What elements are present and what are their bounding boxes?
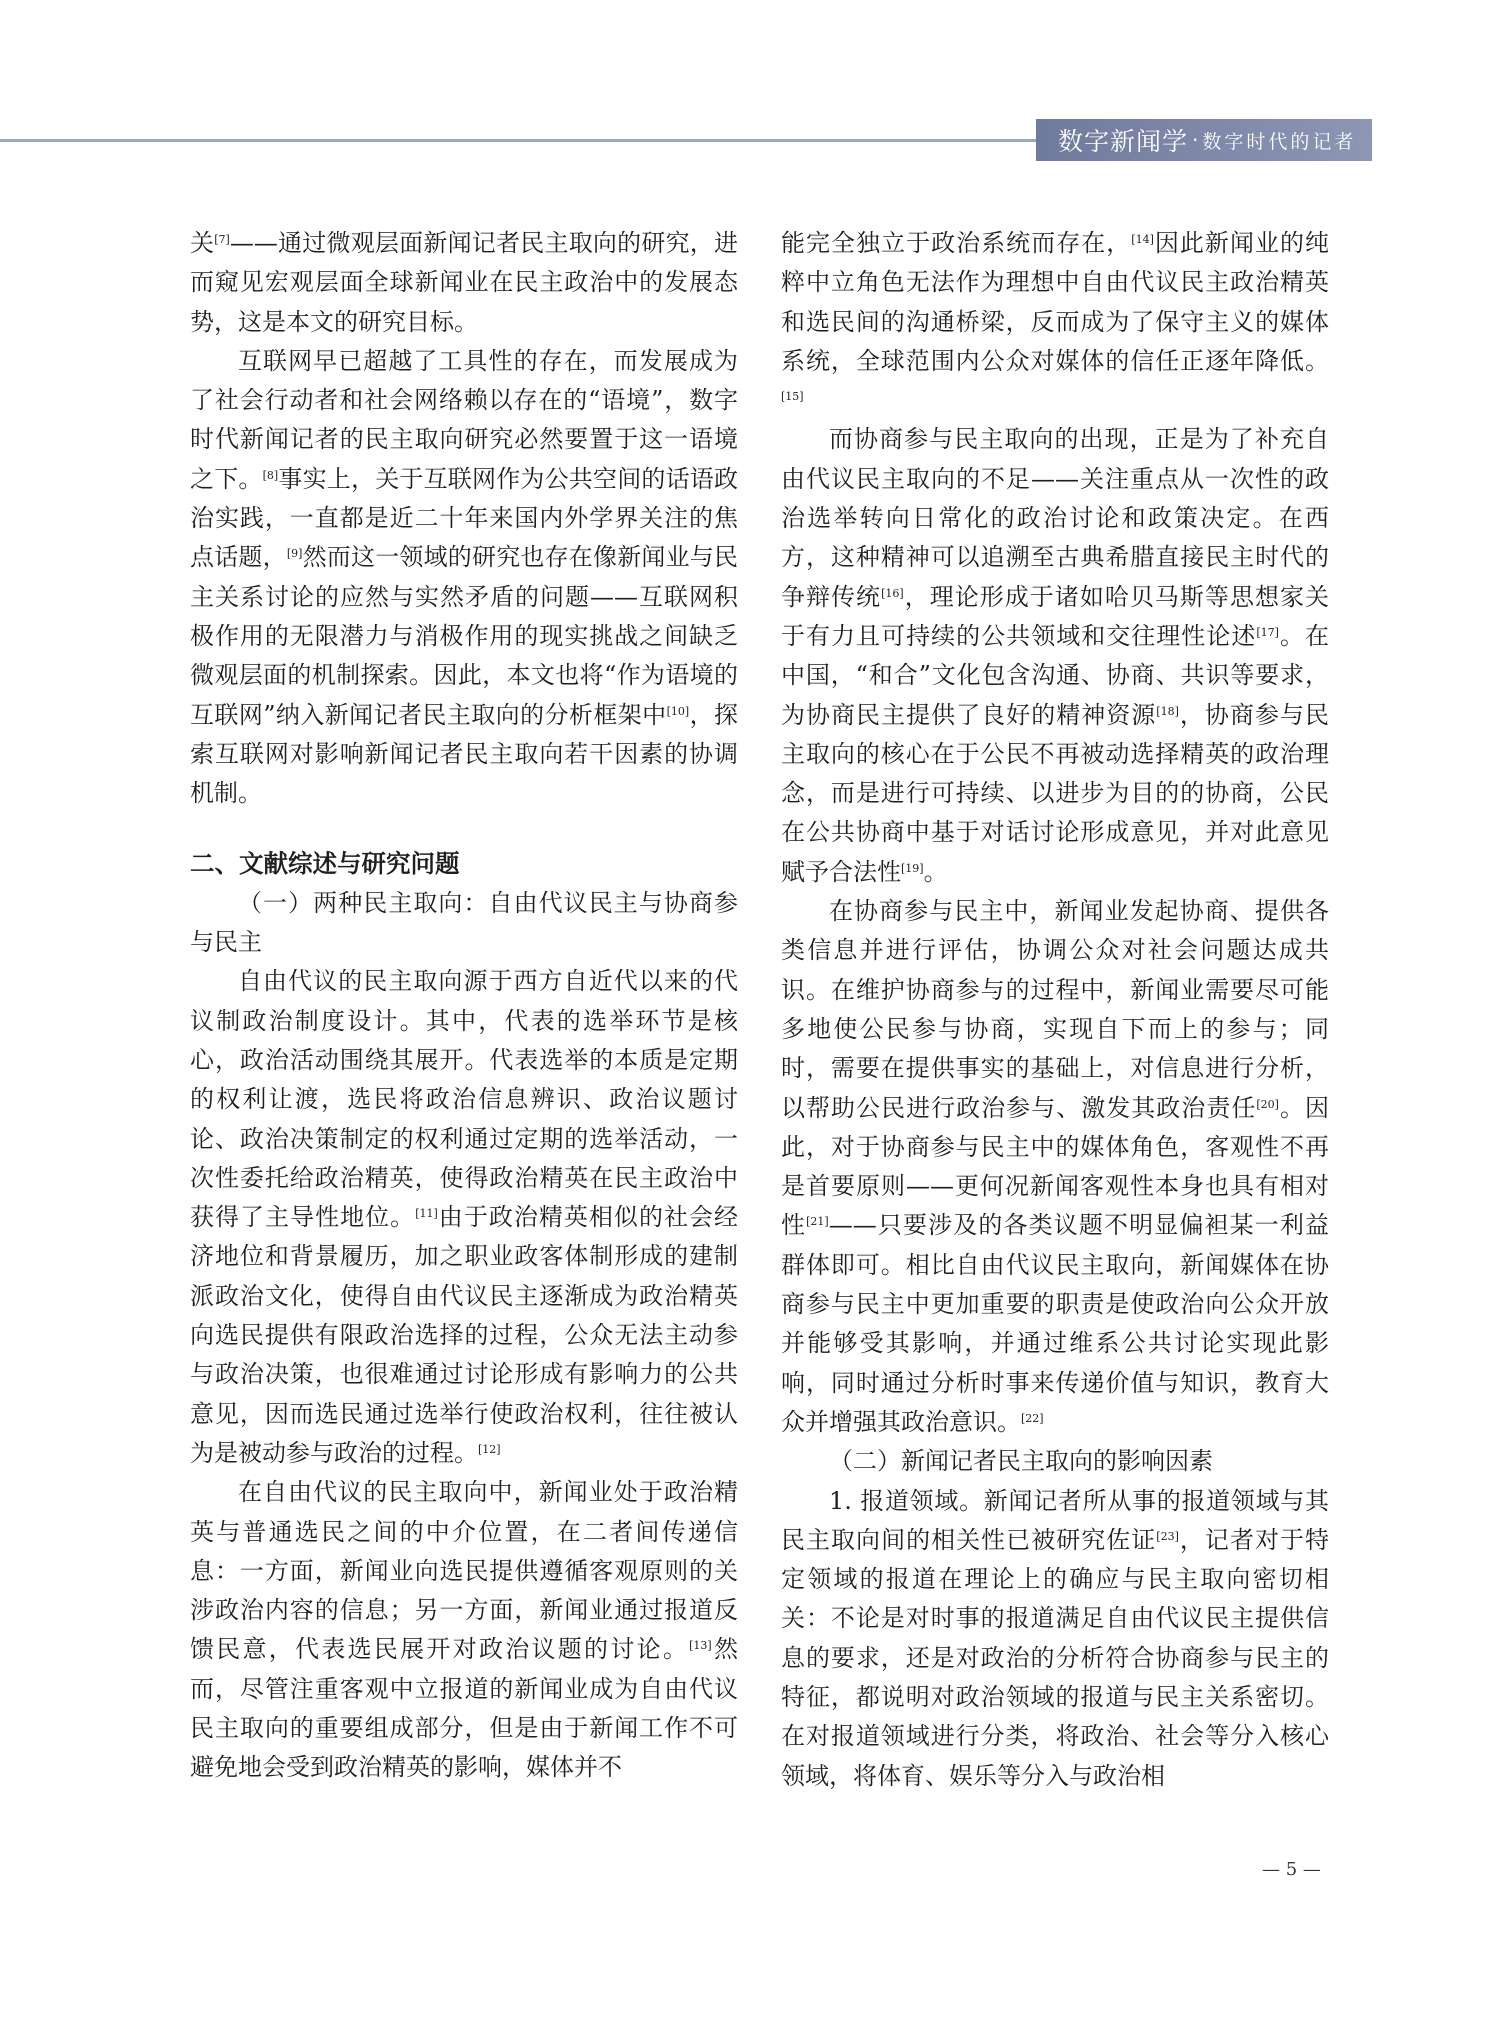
paragraph: 在自由代议的民主取向中，新闻业处于政治精英与普通选民之间的中介位置，在二者间传递信息：一方面，新闻业向选民提供遵循客观原则的关涉政治内容的信息；另一方面，新闻业通过报道反馈民意，代表选民展开对政治议题的讨论。[13]然而，尽管注重客观中立报道的新闻业成为自由代议民主取向的重要组成部分，但是由于新闻工作不可避免地会受到政治精英的影响，媒体并不: [190, 1478, 739, 1782]
citation: [13]: [689, 1639, 712, 1653]
subheading: （二）新闻记者民主取向的影响因素: [829, 1447, 1213, 1476]
citation: [16]: [881, 586, 904, 600]
citation: [9]: [286, 547, 303, 561]
header-separator: ·: [1192, 128, 1199, 152]
paragraph: 互联网早已超越了工具性的存在，而发展成为了社会行动者和社会网络赖以存在的“语境”，数字时代新闻记者的民主取向研究必然要置于这一语境之下。[8]事实上，关于互联网作为公共空间的话语政治实践，一直都是近二十年来国内外学界关注的焦点话题，[9]然而这一领域的研究也存在像新闻业与民主关系讨论的应然与实然矛盾的问题——互联网积极作用的无限潜力与消极作用的现实挑战之间缺乏微观层面的机制探索。因此，本文也将“作为语境的互联网”纳入新闻记者民主取向的分析框架中[10]，探索互联网对影响新闻记者民主取向若干因素的协调机制。: [190, 346, 739, 808]
right-column: [781, 224, 1329, 1796]
citation: [11]: [415, 1207, 438, 1221]
citation: [23]: [1156, 1529, 1179, 1543]
paragraph: 能完全独立于政治系统而存在，[14]因此新闻业的纯粹中立角色无法作为理想中自由代议民主政治精英和选民间的沟通桥梁，反而成为了保守主义的媒体系统，全球范围内公众对媒体的信任正逐年降低。[15]: [781, 229, 1330, 404]
citation: [10]: [666, 704, 690, 718]
citation: [19]: [901, 861, 924, 875]
citation: [22]: [1021, 1411, 1044, 1425]
citation: [20]: [1256, 1097, 1279, 1111]
page-number: — 5 —: [1262, 1859, 1321, 1880]
section-heading: 二、文献综述与研究问题: [190, 849, 460, 879]
paragraph: 在协商参与民主中，新闻业发起协商、提供各类信息并进行评估，协调公众对社会问题达成共识。在维护协商参与的过程中，新闻业需要尽可能多地使公民参与协商，实现自下而上的参与；同时，需要在提供事实的基础上，对信息进行分析，以帮助公民进行政治参与、激发其政治责任[20]。因此，对于协商参与民主中的媒体角色，客观性不再是首要原则——更何况新闻客观性本身也具有相对性[21]——只要涉及的各类议题不明显偏袒某一利益群体即可。相比自由代议民主取向，新闻媒体在协商参与民主中更加重要的职责是使政治向公众开放并能够受其影响，并通过维系公共讨论实现此影响，同时通过分析时事来传递价值与知识，教育大众并增强其政治意识。[22]: [781, 897, 1330, 1436]
citation: [17]: [1256, 625, 1279, 639]
header-rule: [0, 139, 1036, 142]
journal-title: 数字新闻学: [1058, 127, 1189, 156]
paragraph: 自由代议的民主取向源于西方自近代以来的代议制政治制度设计。其中，代表的选举环节是核心，政治活动围绕其展开。代表选举的本质是定期的权利让渡，选民将政治信息辨识、政治议题讨论、政治决策制定的权利通过定期的选举活动，一次性委托给政治精英，使得政治精英在民主政治中获得了主导性地位。[11]由于政治精英相似的社会经济地位和背景履历，加之职业政客体制形成的建制派政治文化，使得自由代议民主逐渐成为政治精英向选民提供有限政治选择的过程，公众无法主动参与政治决策，也很难通过讨论形成有影响力的公共意见，因而选民通过选举行使政治权利，往往被认为是被动参与政治的过程。[12]: [190, 967, 739, 1467]
citation: [14]: [1131, 233, 1154, 246]
citation: [7]: [214, 233, 230, 246]
section-title: 数字时代的记者: [1202, 130, 1357, 153]
subheading: （一）两种民主取向：自由代议民主与协商参与民主: [190, 888, 738, 957]
running-header: [1036, 119, 1372, 161]
paragraph: 而协商参与民主取向的出现，正是为了补充自由代议民主取向的不足——关注重点从一次性的政治选举转向日常化的政治讨论和政策决定。在西方，这种精神可以追溯至古典希腊直接民主时代的争辩传统[16]，理论形成于诸如哈贝马斯等思想家关于有力且可持续的公共领域和交往理性论述[17]。在中国，“和合”文化包含沟通、协商、共识等要求，为协商民主提供了良好的精神资源[18]，协商参与民主取向的核心在于公民不再被动选择精英的政治理念，而是进行可持续、以进步为目的的协商，公民在公共协商中基于对话讨论形成意见，并对此意见赋予合法性[19]。: [781, 425, 1330, 886]
citation: [15]: [781, 390, 804, 404]
left-column: [190, 224, 738, 1788]
citation: [21]: [806, 1215, 829, 1229]
paragraph: 1. 报道领域。新闻记者所从事的报道领域与其民主取向间的相关性已被研究佐证[23]，记者对于特定领域的报道在理论上的确应与民主取向密切相关：不论是对时事的报道满足自由代议民主提供信息的要求，还是对政治的分析符合协商参与民主的特征，都说明对政治领域的报道与民主关系密切。在对报道领域进行分类，将政治、社会等分入核心领域，将体育、娱乐等分入与政治相: [781, 1486, 1330, 1790]
citation: [18]: [1156, 704, 1179, 718]
citation: [8]: [262, 468, 279, 482]
citation: [12]: [478, 1442, 501, 1456]
paragraph: 关[7]——通过微观层面新闻记者民主取向的研究，进而窥见宏观层面全球新闻业在民主政治中的发展态势，这是本文的研究目标。: [190, 229, 739, 336]
